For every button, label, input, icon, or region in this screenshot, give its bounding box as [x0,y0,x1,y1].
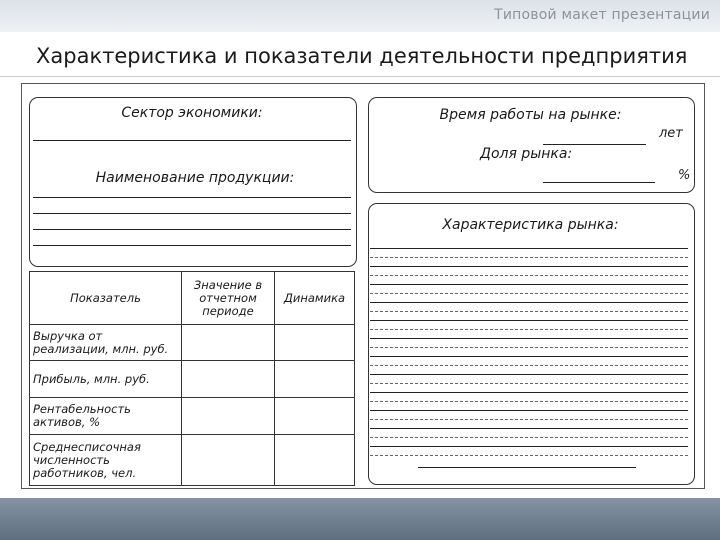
table-row [30,361,355,398]
kpi-dynamics-cell[interactable] [275,325,355,361]
sector-fill-line [33,140,351,141]
market-fill-line-12 [370,347,688,348]
market-fill-line-15 [370,374,688,375]
market-label: Характеристика рынка: [442,217,619,233]
market-fill-line-2 [370,257,688,258]
market-fill-line-9 [370,320,688,321]
kpi-dynamics-cell[interactable] [275,398,355,435]
kpi-row-profit: Прибыль, млн. руб. [30,361,182,398]
bottom-bar [0,498,720,540]
kpi-dynamics-cell[interactable] [275,435,355,486]
market-share-fill-line [543,182,655,183]
market-fill-line-23 [370,446,688,447]
market-time-label: Время работы на рынке: [439,107,622,123]
table-row [30,398,355,435]
product-fill-line-1 [33,197,351,198]
market-share-label: Доля рынка: [480,146,573,162]
market-fill-line-6 [370,293,688,294]
kpi-row-roa: Рентабельность активов, % [30,398,182,435]
product-fill-line-2 [33,213,351,214]
template-label: Типовой макет презентации [494,7,710,23]
market-fill-line-18 [370,401,688,402]
market-fill-line-1 [370,248,688,249]
table-row [30,435,355,486]
market-fill-line-24 [370,455,688,456]
sector-label: Сектор экономики: [121,105,263,121]
kpi-header-row [30,272,355,325]
kpi-value-cell[interactable] [182,435,275,486]
market-fill-line-22 [370,437,688,438]
market-fill-line-11 [370,338,688,339]
market-fill-line-last [418,467,636,468]
market-fill-line-7 [370,302,688,303]
market-share-unit: % [678,168,691,183]
product-label: Наименование продукции: [95,170,295,186]
market-time-fill-line [543,144,646,145]
kpi-row-headcount: Среднесписочная численность работников, чел. [30,435,182,486]
top-bar [0,0,720,32]
market-box [368,203,695,485]
kpi-table [29,271,355,486]
market-fill-line-14 [370,365,688,366]
kpi-value-cell[interactable] [182,361,275,398]
title-divider [0,76,720,77]
kpi-col-dynamics: Динамика [275,272,355,325]
market-fill-line-3 [370,266,688,267]
market-fill-line-4 [370,275,688,276]
market-fill-line-13 [370,356,688,357]
product-fill-line-3 [33,229,351,230]
market-fill-line-8 [370,311,688,312]
market-fill-line-19 [370,410,688,411]
market-fill-line-21 [370,428,688,429]
kpi-col-indicator: Показатель [30,272,182,325]
kpi-row-revenue: Выручка от реализации, млн. руб. [30,325,182,361]
market-fill-line-17 [370,392,688,393]
kpi-value-cell[interactable] [182,325,275,361]
market-fill-line-10 [370,329,688,330]
product-fill-line-4 [33,245,351,246]
kpi-value-cell[interactable] [182,398,275,435]
kpi-dynamics-cell[interactable] [275,361,355,398]
market-fill-line-5 [370,284,688,285]
table-row [30,325,355,361]
kpi-col-value: Значение в отчетном периоде [182,272,275,325]
market-fill-line-16 [370,383,688,384]
market-fill-line-20 [370,419,688,420]
market-time-unit: лет [659,126,683,141]
slide-title: Характеристика и показатели деятельности предприятия [36,44,688,68]
